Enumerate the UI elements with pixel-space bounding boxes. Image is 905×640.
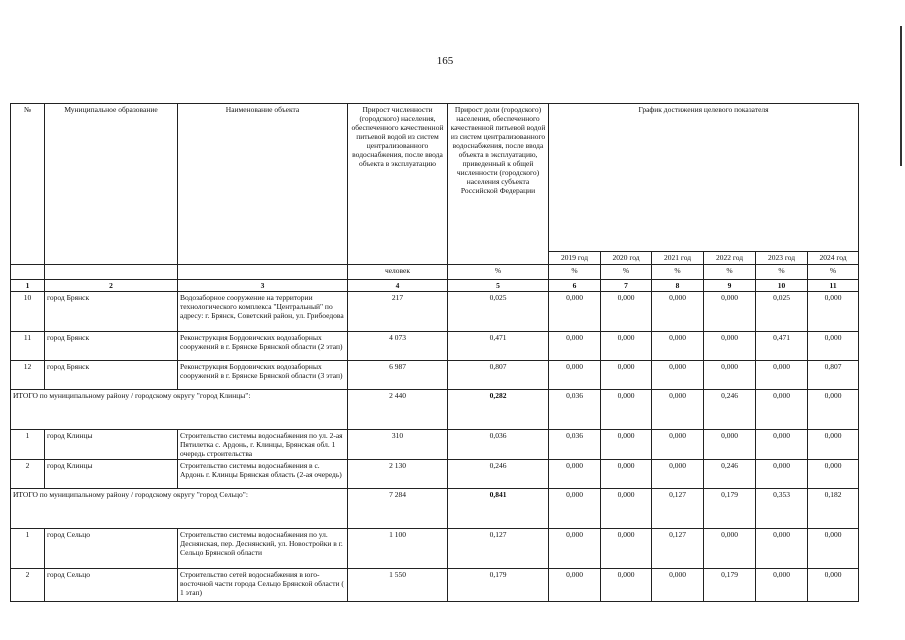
value-cell: 0,025	[756, 292, 808, 332]
value-cell: 0,000	[601, 460, 652, 489]
value-cell: 0,000	[756, 361, 808, 390]
margin-rule	[900, 26, 902, 166]
table-row	[11, 361, 859, 390]
population-cell: 310	[348, 430, 448, 460]
object-cell: Строительство сетей водоснабжения в юго-восточной части города Сельцо Брянской области ( 1 этап)	[178, 569, 348, 602]
value-cell: 0,000	[652, 460, 704, 489]
object-cell: Строительство системы водоснабжения в с. Ардонь г. Клинцы Брянская область (2-ая очередь)	[178, 460, 348, 489]
total-row	[11, 489, 859, 529]
object-cell: Строительство системы водоснабжения по ул. 2-ая Пятилетка с. Ардонь, г. Клинцы, Брянская обл. 1 очередь строительства	[178, 430, 348, 460]
value-cell: 0,182	[808, 489, 859, 529]
share-cell: 0,471	[448, 332, 549, 361]
population-cell: 2 440	[348, 390, 448, 430]
share-cell: 0,127	[448, 529, 549, 569]
value-cell: 0,000	[549, 460, 601, 489]
value-cell: 0,000	[601, 430, 652, 460]
unit-2023: %	[756, 265, 808, 280]
object-cell: Водозаборное сооружение на территории технологического комплекса "Центральный" по адресу: г. Брянск, Советский район, ул. Грибоедова	[178, 292, 348, 332]
value-cell: 0,036	[549, 430, 601, 460]
share-cell: 0,246	[448, 460, 549, 489]
value-cell: 0,000	[601, 489, 652, 529]
table-row	[11, 430, 859, 460]
row-number: 11	[11, 332, 45, 361]
year-2020: 2020 год	[601, 252, 652, 265]
header-share-growth: Прирост доли (городского) населения, обеспеченного качественной питьевой водой из систем централизованного водоснабжения, после ввода объекта в эксплуатацию, приведенный к общей численности (городского) населения субъекта Российской Федерации	[448, 104, 549, 265]
unit-2021: %	[652, 265, 704, 280]
year-2024: 2024 год	[808, 252, 859, 265]
value-cell: 0,000	[756, 569, 808, 602]
col-number: 8	[652, 280, 704, 292]
header-object: Наименование объекта	[178, 104, 348, 265]
value-cell: 0,000	[756, 529, 808, 569]
column-numbers-row	[11, 280, 859, 292]
value-cell: 0,000	[756, 460, 808, 489]
value-cell: 0,179	[704, 489, 756, 529]
header-no: №	[11, 104, 45, 265]
value-cell: 0,000	[549, 569, 601, 602]
value-cell: 0,000	[652, 292, 704, 332]
year-2023: 2023 год	[756, 252, 808, 265]
value-cell: 0,000	[808, 529, 859, 569]
value-cell: 0,000	[601, 390, 652, 430]
header-row	[11, 104, 859, 252]
value-cell: 0,000	[549, 529, 601, 569]
municipality-cell: город Клинцы	[45, 460, 178, 489]
total-row	[11, 390, 859, 430]
header-schedule: График достижения целевого показателя	[549, 104, 859, 252]
value-cell: 0,127	[652, 529, 704, 569]
unit-share: %	[448, 265, 549, 280]
col-number: 4	[348, 280, 448, 292]
row-number: 1	[11, 529, 45, 569]
total-label: ИТОГО по муниципальному району / городскому округу "город Клинцы":	[11, 390, 348, 430]
table-row	[11, 529, 859, 569]
municipality-cell: город Сельцо	[45, 529, 178, 569]
value-cell: 0,807	[808, 361, 859, 390]
share-cell: 0,807	[448, 361, 549, 390]
value-cell: 0,000	[549, 292, 601, 332]
year-2019: 2019 год	[549, 252, 601, 265]
municipality-cell: город Сельцо	[45, 569, 178, 602]
col-number: 10	[756, 280, 808, 292]
municipality-cell: город Брянск	[45, 332, 178, 361]
total-label: ИТОГО по муниципальному району / городскому округу "город Сельцо":	[11, 489, 348, 529]
col-number: 9	[704, 280, 756, 292]
value-cell: 0,000	[808, 332, 859, 361]
value-cell: 0,000	[808, 390, 859, 430]
value-cell: 0,000	[601, 361, 652, 390]
value-cell: 0,000	[601, 569, 652, 602]
population-cell: 217	[348, 292, 448, 332]
row-number: 2	[11, 460, 45, 489]
target-indicator-table	[10, 103, 859, 602]
value-cell: 0,353	[756, 489, 808, 529]
value-cell: 0,000	[704, 332, 756, 361]
share-cell: 0,282	[448, 390, 549, 430]
col-number: 2	[45, 280, 178, 292]
value-cell: 0,000	[704, 430, 756, 460]
row-number: 10	[11, 292, 45, 332]
share-cell: 0,025	[448, 292, 549, 332]
value-cell: 0,471	[756, 332, 808, 361]
header-population-growth: Прирост численности (городского) населения, обеспеченного качественной питьевой водой из систем централизованного водоснабжения, после ввода объекта в эксплуатацию	[348, 104, 448, 265]
row-number: 2	[11, 569, 45, 602]
table-row	[11, 292, 859, 332]
table-row	[11, 332, 859, 361]
value-cell: 0,246	[704, 390, 756, 430]
population-cell: 6 987	[348, 361, 448, 390]
share-cell: 0,179	[448, 569, 549, 602]
value-cell: 0,000	[601, 292, 652, 332]
page-number: 165	[436, 55, 454, 67]
value-cell: 0,127	[652, 489, 704, 529]
unit-people: человек	[348, 265, 448, 280]
value-cell: 0,246	[704, 460, 756, 489]
share-cell: 0,036	[448, 430, 549, 460]
value-cell: 0,000	[652, 569, 704, 602]
value-cell: 0,179	[704, 569, 756, 602]
population-cell: 1 550	[348, 569, 448, 602]
value-cell: 0,000	[549, 489, 601, 529]
unit-2024: %	[808, 265, 859, 280]
value-cell: 0,000	[704, 292, 756, 332]
object-cell: Реконструкция Бордовичских водозаборных сооружений в г. Брянске Брянской области (3 этап)	[178, 361, 348, 390]
value-cell: 0,000	[601, 332, 652, 361]
header-municipality: Муниципальное образование	[45, 104, 178, 265]
row-number: 1	[11, 430, 45, 460]
value-cell: 0,000	[549, 332, 601, 361]
year-2021: 2021 год	[652, 252, 704, 265]
value-cell: 0,000	[652, 390, 704, 430]
col-number: 11	[808, 280, 859, 292]
share-cell: 0,841	[448, 489, 549, 529]
value-cell: 0,000	[704, 361, 756, 390]
population-cell: 2 130	[348, 460, 448, 489]
object-cell: Реконструкция Бордовичских водозаборных сооружений в г. Брянске Брянской области (2 этап)	[178, 332, 348, 361]
col-number: 5	[448, 280, 549, 292]
value-cell: 0,000	[808, 292, 859, 332]
value-cell: 0,000	[808, 569, 859, 602]
table-row	[11, 569, 859, 602]
col-number: 3	[178, 280, 348, 292]
col-number: 1	[11, 280, 45, 292]
value-cell: 0,000	[601, 529, 652, 569]
object-cell: Строительство системы водоснабжения по ул. Деснянская, пер. Деснянский, ул. Новостройки в г. Сельцо Брянской области	[178, 529, 348, 569]
value-cell: 0,000	[704, 529, 756, 569]
municipality-cell: город Брянск	[45, 361, 178, 390]
value-cell: 0,000	[808, 460, 859, 489]
value-cell: 0,000	[652, 361, 704, 390]
value-cell: 0,000	[756, 390, 808, 430]
units-row	[11, 265, 859, 280]
value-cell: 0,000	[756, 430, 808, 460]
table-row	[11, 460, 859, 489]
unit-2022: %	[704, 265, 756, 280]
value-cell: 0,000	[549, 361, 601, 390]
row-number: 12	[11, 361, 45, 390]
col-number: 6	[549, 280, 601, 292]
unit-2020: %	[601, 265, 652, 280]
population-cell: 4 073	[348, 332, 448, 361]
value-cell: 0,000	[652, 430, 704, 460]
municipality-cell: город Брянск	[45, 292, 178, 332]
value-cell: 0,036	[549, 390, 601, 430]
value-cell: 0,000	[808, 430, 859, 460]
municipality-cell: город Клинцы	[45, 430, 178, 460]
unit-2019: %	[549, 265, 601, 280]
year-2022: 2022 год	[704, 252, 756, 265]
col-number: 7	[601, 280, 652, 292]
population-cell: 1 100	[348, 529, 448, 569]
value-cell: 0,000	[652, 332, 704, 361]
population-cell: 7 284	[348, 489, 448, 529]
